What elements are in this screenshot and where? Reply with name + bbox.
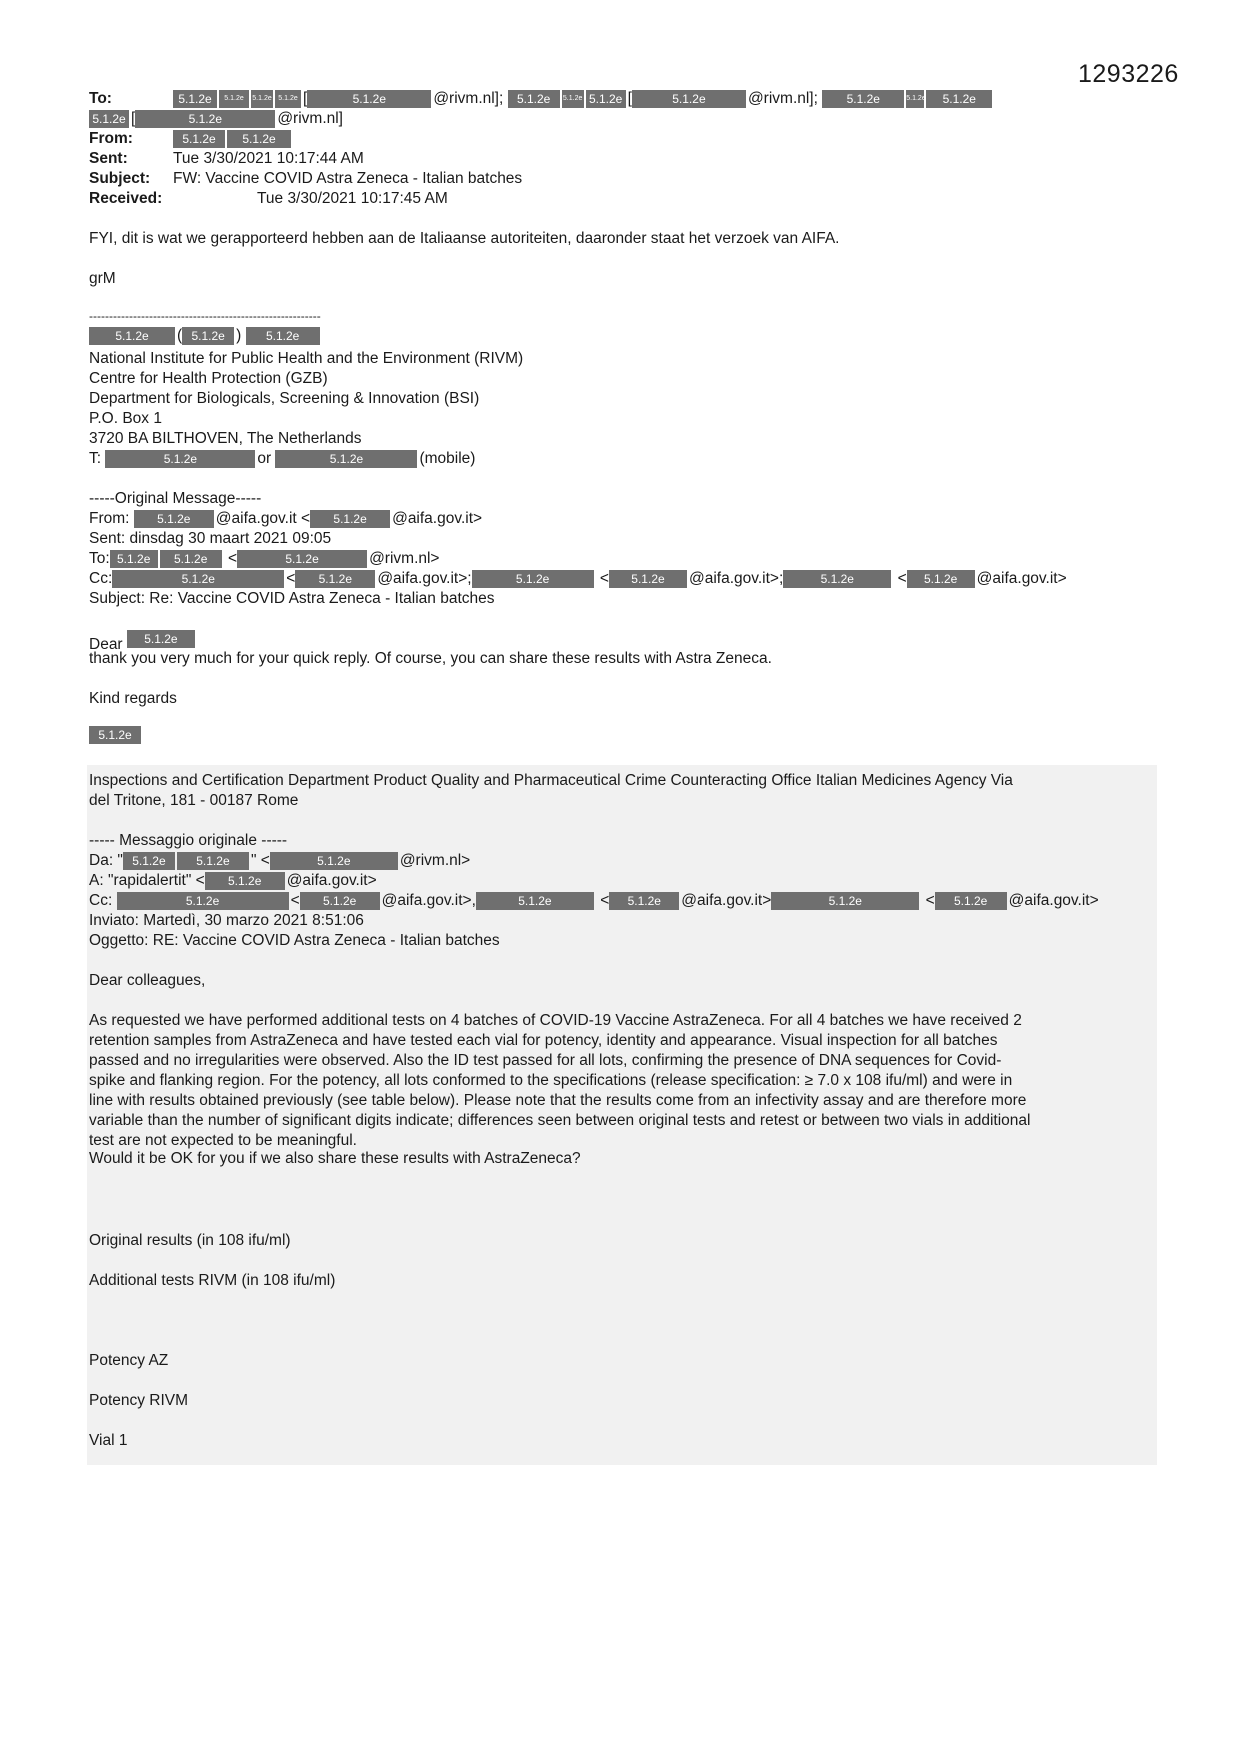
msg1-to: To: 5.1.2e 5.1.2e < 5.1.2e @rivm.nl> (89, 550, 440, 567)
redaction-box: 5.1.2e (182, 327, 234, 345)
from-label: From: (89, 130, 133, 147)
redaction-box: 5.1.2e (135, 110, 275, 128)
msg2-cc: Cc: 5.1.2e < 5.1.2e @aifa.gov.it>, 5.1.2e < 5.1.2e @aifa.gov.it> 5.1.2e < 5.1.2e @aifa.gov.it> (89, 892, 1099, 909)
msg1-subject: Subject: Re: Vaccine COVID Astra Zeneca - Italian batches (89, 590, 495, 607)
redaction-box: 5.1.2e (112, 570, 284, 588)
redaction-box: 5.1.2e (117, 892, 289, 910)
subject-line (89, 170, 522, 188)
redaction-box: 5.1.2e (822, 90, 904, 108)
separator: ---------------------------------------------------------- (89, 309, 321, 323)
redaction-box: 5.1.2e (586, 90, 626, 108)
potency-az-label: Potency AZ (89, 1352, 169, 1369)
msg1-dept-line1: Inspections and Certification Department Product Quality and Pharmaceutical Crime Counteracting Office Italian Medicines Agency Via (89, 772, 1013, 789)
received-line (89, 190, 448, 208)
msg1-dept-line2: del Tritone, 181 - 00187 Rome (89, 792, 299, 809)
redaction-box: 5.1.2e (251, 90, 273, 108)
redaction-box: 5.1.2e (907, 570, 975, 588)
sent-value: Tue 3/30/2021 10:17:44 AM (173, 150, 364, 167)
msg2-a: A: "rapidalertit" < 5.1.2e @aifa.gov.it> (89, 872, 377, 889)
redaction-box: 5.1.2e (275, 90, 301, 108)
redaction-box: 5.1.2e (110, 550, 158, 568)
msg2-paragraph-line: test are not expected to be meaningful. (89, 1132, 357, 1149)
intro-text: FYI, dit is wat we gerapporteerd hebben aan de Italiaanse autoriteiten, daaronder staat het verzoek van AIFA. (89, 230, 840, 247)
to-line: To: 5.1.2e 5.1.2e 5.1.2e 5.1.2e [ 5.1.2e @rivm.nl]; 5.1.2e 5.1.2e 5.1.2e [ 5.1.2e @rivm.nl]; 5.1.2e 5.1.2e 5.1.2e (89, 90, 994, 108)
redaction-box: 5.1.2e (173, 130, 225, 148)
signature-centre: Centre for Health Protection (GZB) (89, 370, 328, 387)
signature-name: 5.1.2e ( 5.1.2e ) 5.1.2e (89, 327, 322, 345)
redaction-box: 5.1.2e (134, 510, 214, 528)
redaction-box: 5.1.2e (926, 90, 992, 108)
msg2-oggetto: Oggetto: RE: Vaccine COVID Astra Zeneca - Italian batches (89, 932, 500, 949)
redaction-box: 5.1.2e (173, 90, 217, 108)
redaction-box: 5.1.2e (275, 450, 417, 468)
redaction-box: 5.1.2e (89, 110, 129, 128)
redaction-box: 5.1.2e (632, 90, 746, 108)
to-line-continued: 5.1.2e [ 5.1.2e @rivm.nl] (89, 110, 343, 128)
redaction-box: 5.1.2e (783, 570, 891, 588)
signature-phone: T: 5.1.2e or 5.1.2e (mobile) (89, 450, 476, 467)
msg2-salutation: Dear colleagues, (89, 972, 206, 989)
msg1-from: From: 5.1.2e @aifa.gov.it < 5.1.2e @aifa.gov.it> (89, 510, 483, 527)
redaction-box: 5.1.2e (935, 892, 1007, 910)
sign-off: grM (89, 270, 116, 287)
msg2-inviato: Inviato: Martedì, 30 marzo 2021 8:51:06 (89, 912, 364, 929)
redaction-box: 5.1.2e (237, 550, 367, 568)
messaggio-originale-header: ----- Messaggio originale ----- (89, 832, 288, 849)
from-line (89, 130, 293, 148)
original-results-label: Original results (in 108 ifu/ml) (89, 1232, 291, 1249)
msg1-cc: Cc: 5.1.2e < 5.1.2e @aifa.gov.it>; 5.1.2e < 5.1.2e @aifa.gov.it>; 5.1.2e < 5.1.2e @aifa.gov.it> (89, 570, 1067, 587)
redaction-box: 5.1.2e (246, 327, 320, 345)
potency-rivm-label: Potency RIVM (89, 1392, 189, 1409)
redaction-box: 5.1.2e (105, 450, 255, 468)
subject-label: Subject: (89, 170, 151, 187)
redaction-box: 5.1.2e (508, 90, 560, 108)
msg2-paragraph-line: line with results obtained previously (see table below). Please note that the results come from an infectivity assay and are therefore more (89, 1092, 1027, 1109)
redaction-box: 5.1.2e (89, 327, 175, 345)
redaction-box: 5.1.2e (205, 872, 285, 890)
redaction-box: 5.1.2e (307, 90, 431, 108)
msg2-paragraph-line: As requested we have performed additional tests on 4 batches of COVID-19 Vaccine AstraZeneca. For all 4 batches we have received 2 (89, 1012, 1022, 1029)
redaction-box: 5.1.2e (127, 630, 195, 648)
msg1-body: thank you very much for your quick reply. Of course, you can share these results with Astra Zeneca. (89, 650, 772, 667)
redaction-box: 5.1.2e (227, 130, 291, 148)
redaction-box: 5.1.2e (310, 510, 390, 528)
redaction-box: 5.1.2e (771, 892, 919, 910)
redaction-box: 5.1.2e (562, 90, 584, 108)
redaction-box: 5.1.2e (219, 90, 249, 108)
msg2-paragraph-line: Would it be OK for you if we also share these results with AstraZeneca? (89, 1150, 581, 1167)
email-domain: @rivm.nl]; (747, 90, 818, 107)
signature-city: 3720 BA BILTHOVEN, The Netherlands (89, 430, 362, 447)
redaction-box: 5.1.2e (89, 726, 141, 744)
to-label: To: (89, 90, 112, 107)
msg1-regards: Kind regards (89, 690, 177, 707)
sent-label: Sent: (89, 150, 128, 167)
redaction-box: 5.1.2e (123, 852, 175, 870)
email-domain: @rivm.nl] (277, 110, 343, 127)
redaction-box: 5.1.2e (906, 90, 924, 108)
redaction-box: 5.1.2e (270, 852, 398, 870)
redaction-box: 5.1.2e (295, 570, 375, 588)
msg2-paragraph-line: spike and flanking region. For the potency, all lots conformed to the specifications (release specification: ≥ 7.0 x 108 ifu/ml) and were in (89, 1072, 1013, 1089)
vial-1-label: Vial 1 (89, 1432, 128, 1449)
msg2-da: Da: " 5.1.2e 5.1.2e " < 5.1.2e @rivm.nl> (89, 852, 471, 869)
original-message-header: -----Original Message----- (89, 490, 262, 507)
redaction-box: 5.1.2e (177, 852, 249, 870)
subject-value: FW: Vaccine COVID Astra Zeneca - Italian batches (173, 170, 523, 187)
redaction-box: 5.1.2e (300, 892, 380, 910)
msg2-paragraph-line: retention samples from AstraZeneca and have tested each vial for potency, identity and appearance. Visual inspection for all batches (89, 1032, 998, 1049)
msg1-sent: Sent: dinsdag 30 maart 2021 09:05 (89, 530, 332, 547)
document-id: 1293226 (1078, 60, 1179, 88)
signature-box: P.O. Box 1 (89, 410, 162, 427)
msg2-paragraph-line: passed and no irregularities were observed. Also the ID test passed for all lots, confirming the presence of DNA sequences for Covid- (89, 1052, 1002, 1069)
redaction-box: 5.1.2e (472, 570, 594, 588)
redaction-box: 5.1.2e (160, 550, 222, 568)
received-value: Tue 3/30/2021 10:17:45 AM (257, 190, 448, 207)
received-label: Received: (89, 190, 163, 207)
redaction-box: 5.1.2e (609, 892, 679, 910)
signature-org: National Institute for Public Health and the Environment (RIVM) (89, 350, 524, 367)
redaction-box: 5.1.2e (609, 570, 687, 588)
msg2-paragraph-line: variable than the number of significant digits indicate; differences seen between original tests and retest or between two vials in additional (89, 1112, 1031, 1129)
email-domain: @rivm.nl]; (433, 90, 504, 107)
additional-tests-label: Additional tests RIVM (in 108 ifu/ml) (89, 1272, 336, 1289)
sent-line (89, 150, 364, 168)
msg1-dear: Dear 5.1.2e (89, 630, 197, 654)
signature-dept: Department for Biologicals, Screening & Innovation (BSI) (89, 390, 480, 407)
redaction-box: 5.1.2e (476, 892, 594, 910)
msg1-sender (89, 726, 143, 744)
